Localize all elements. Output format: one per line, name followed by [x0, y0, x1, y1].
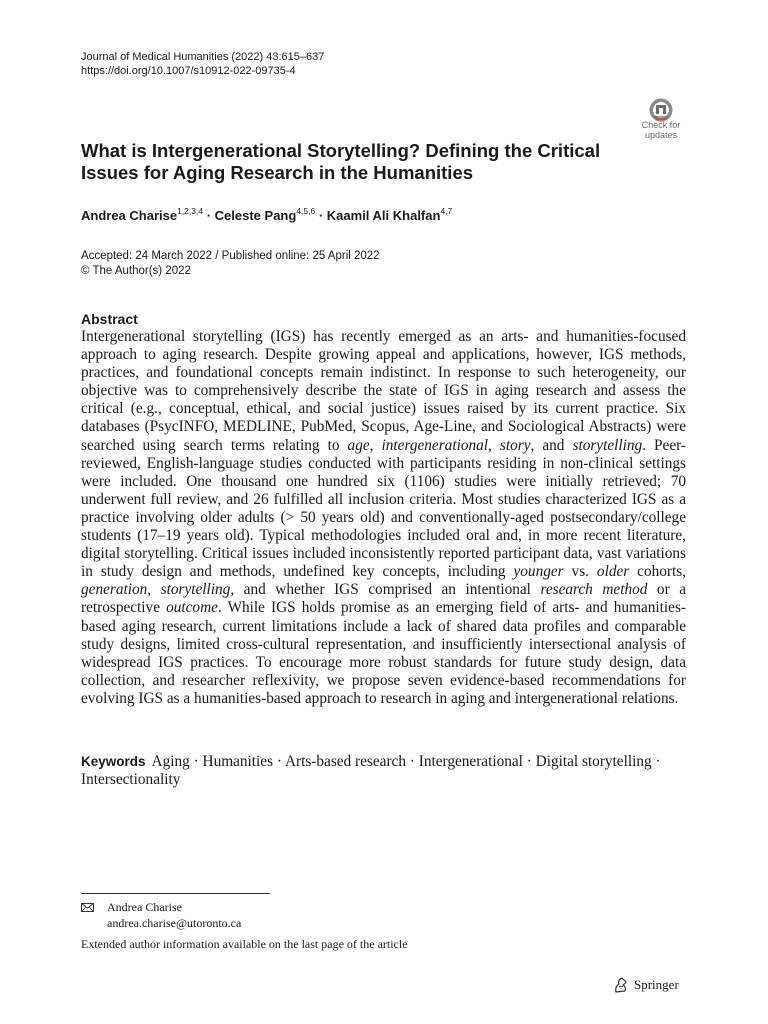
abstract-heading: Abstract [81, 311, 138, 327]
crossmark-icon [646, 98, 676, 122]
author-affiliation: 1,2,3,4 [177, 206, 204, 216]
journal-citation: Journal of Medical Humanities (2022) 43:615–637 [81, 51, 325, 63]
publisher-name: Springer [634, 977, 679, 992]
publisher-logo[interactable] [613, 975, 679, 995]
publication-dates [81, 249, 380, 279]
badge-line-1: Check for [641, 120, 681, 130]
badge-line-2: updates [644, 129, 678, 140]
journal-header [81, 50, 324, 78]
author-name[interactable]: Andrea Charise [81, 208, 178, 223]
keywords-list: Aging · Humanities · Arts-based research · Intergenerational · Digital storytelling · Intersectionality [81, 753, 661, 789]
doi-link[interactable]: https://doi.org/10.1007/s10912-022-09735-4 [81, 65, 296, 77]
abstract-body: Intergenerational storytelling (IGS) has recently emerged as an arts- and humanities-focused approach to aging research. Despite growing appeal and applications, however, IGS methods, practices, and foundational concepts remain indistinct. In response to such heterogeneity, our objective was to comprehensively describe the state of IGS in aging research and assess the critical (e.g., conceptual, ethical, and social justice) issues raised by its current practice. Six databases (PsycINFO, MEDLINE, PubMed, Scopus, Age-Line, and Sociological Abstracts) were searched using search terms relating to age, intergenerational, story, and storytelling. Peer-reviewed, English-language studies conducted with participants residing in non-clinical settings were included. One thousand one hundred six (1106) studies were initially retrieved; 70 underwent full review, and 26 fulfilled all inclusion criteria. Most studies characterized IGS as a practice involving older adults (> 50 years old) and conventionally-aged postsecondary/college students (17–19 years old). Typical methodologies included oral and, in more recent literature, digital storytelling. Critical issues included inconsistently reported participant data, vast variations in study design and methods, undefined key concepts, including younger vs. older cohorts, generation, storytelling, and whether IGS comprised an intentional research method or a retrospective outcome. While IGS holds promise as an emerging field of arts- and humanities-based aging research, current limitations include a lack of shared data profiles and comparable study designs, limited cross-cultural representation, and insufficiently intersectional analysis of widespread IGS practices. To encourage more robust standards for future study design, data collection, and researcher reflexivity, we propose seven evidence-based recommendations for evolving IGS as a humanities-based approach to research in aging and intergenerational relations. [81, 328, 687, 707]
check-for-updates-badge[interactable] [635, 98, 687, 142]
author-name[interactable]: Celeste Pang [214, 208, 297, 223]
article-title: What is Intergenerational Storytelling? Defining the Critical Issues for Aging Research in the Humanities [81, 140, 601, 183]
author-affiliation: 4,5,6 [296, 206, 316, 216]
copyright-notice: © The Author(s) 2022 [81, 265, 191, 277]
keywords-label: Keywords [81, 754, 146, 769]
corresponding-author [81, 899, 241, 931]
keywords [81, 753, 686, 789]
author-separator: · [203, 208, 215, 223]
author-separator: · [315, 208, 327, 223]
contact-name: Andrea Charise [107, 900, 182, 914]
springer-horse-icon [613, 976, 629, 994]
author-affiliation: 4,7 [440, 206, 453, 216]
envelope-icon [81, 903, 94, 912]
extended-info-note: Extended author information available on the last page of the article [81, 937, 408, 951]
published-date: / Published online: 25 April 2022 [215, 250, 380, 262]
accepted-date: Accepted: 24 March 2022 [81, 250, 213, 262]
author-name[interactable]: Kaamil Ali Khalfan [326, 208, 441, 223]
footnote-divider [81, 893, 270, 894]
author-list [81, 208, 452, 223]
contact-email[interactable]: andrea.charise@utoronto.ca [107, 916, 242, 930]
